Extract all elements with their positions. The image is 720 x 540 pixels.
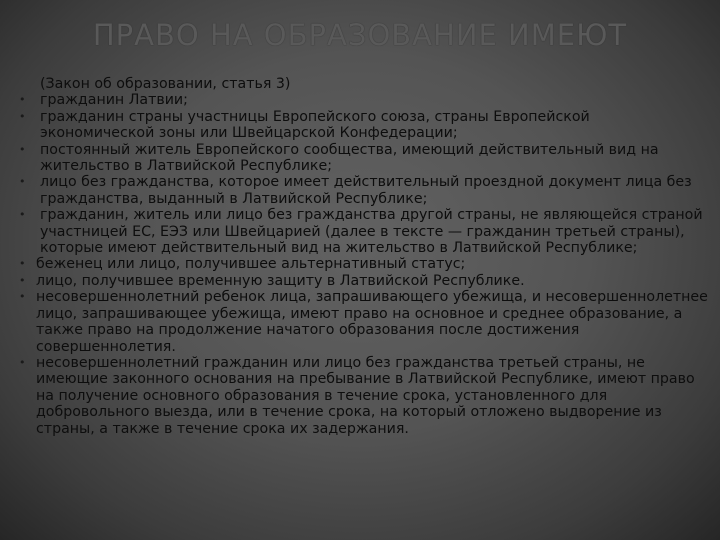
list-item [18,207,708,256]
bullet-icon: • [19,175,26,189]
list-item [18,273,708,289]
list-item [18,92,708,108]
bullet-icon: • [19,142,26,156]
bullet-icon: • [19,290,26,304]
list-item-text: несовершеннолетний ребенок лица, запрашивающего убежища, и несовершеннолетнее лицо, запрашивающее убежища, имеют право на основное и среднее образование, а также право на продолжение начатого образования после достижения совершеннолетия. [36,289,708,355]
list-item-text: лицо, получившее временную защиту в Латвийской Республике. [36,272,525,289]
list-item-text: беженец или лицо, получившее альтернативный статус; [36,256,466,273]
slide-body [18,76,708,437]
bullet-icon: • [19,273,26,287]
list-item [18,142,708,175]
list-item [18,256,708,272]
bullet-icon: • [19,109,26,123]
list-item-text: несовершеннолетний гражданин или лицо без гражданства третьей страны, не имеющие законного основания на пребывание в Латвийской Республике, имеют право на получение основного образования в течение срока, установленного для добровольного выезда, или в течение срока, на который отложено выдворение из страны, а также в течение срока их задержания. [36,354,695,437]
list-item-text: гражданин, житель или лицо без гражданства другой страны, не являющейся страной участницей ЕС, ЕЭЗ или Швейцарией (далее в тексте — гражданин третьей страны), которые имеют действительный вид на жительство в Латвийской Республике; [40,207,703,257]
list-item-text: лицо без гражданства, которое имеет действительный проездной документ лица без гражданства, выданный в Латвийской Республике; [40,174,692,207]
list-item [18,355,708,437]
list-item-text: гражданин Латвии; [40,92,188,109]
list-item [18,174,708,207]
list-item-text: гражданин страны участницы Европейского союза, страны Европейской экономической зоны или Швейцарской Конфедерации; [40,108,590,142]
slide-title: ПРАВО НА ОБРАЗОВАНИЕ ИМЕЮТ [92,18,628,52]
bullet-icon: • [19,355,26,369]
list-item [18,289,708,355]
bullet-icon: • [19,93,26,107]
eligibility-list [18,92,708,437]
list-item [18,109,708,142]
bullet-icon: • [19,257,26,271]
law-reference: (Закон об образовании, статья 3) [40,76,291,92]
list-item-text: постоянный житель Европейского сообщества, имеющий действительный вид на жительство в Латвийской Республике; [40,141,659,175]
bullet-icon: • [19,208,26,222]
